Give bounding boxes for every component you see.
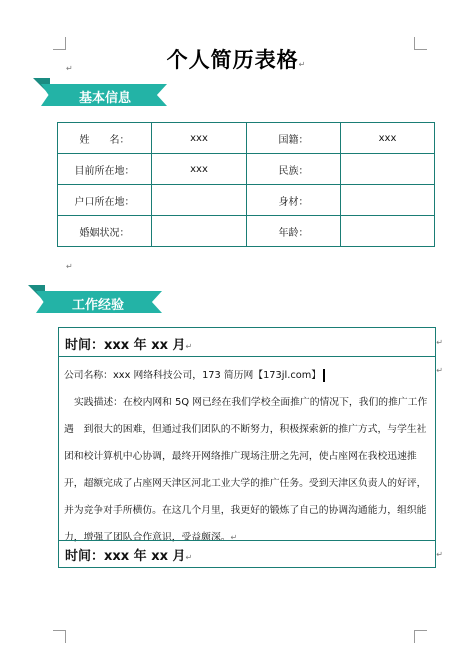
table-cell[interactable] — [152, 216, 247, 247]
paragraph-mark-icon: ↵ — [66, 262, 73, 271]
work-experience-block — [58, 327, 443, 568]
table-cell[interactable]: xxx — [152, 154, 247, 185]
cell-end-mark: ↵ — [436, 550, 443, 559]
table-cell[interactable]: 国籍： — [247, 123, 341, 154]
divider — [59, 540, 435, 541]
experience-body[interactable] — [64, 362, 432, 551]
corner-mark-bottom-left — [53, 630, 66, 643]
section-title-work[interactable]: 工作经验 — [72, 298, 125, 313]
experience-description[interactable]: 实践描述：在校内网和 5Q 网已经在我们学校全面推广的情况下，我们的推广工作遇 到很大的困难，但通过我们团队的不断努力，积极探索新的推广方式，与学生社团和校计算机中心协调，最终开网络推广现场注册之先河，使占座网在我校迅速推开，超额完成了占座网天津区河北工业大学的推广任务。受到天津区负责人的好评，并为竞争对手所横仿。在这几个月里，我更好的锻炼了自己的协调沟通能力，组织能力，增强了团队合作意识，受益颇深。↵ — [64, 397, 428, 543]
table-cell[interactable]: 户口所在地： — [58, 185, 152, 216]
section-title-basic[interactable]: 基本信息 — [79, 91, 132, 106]
table-row — [58, 185, 435, 216]
paragraph-mark-icon: ↵ — [298, 60, 307, 69]
table-cell[interactable] — [341, 185, 435, 216]
divider — [59, 356, 435, 357]
experience-time-heading[interactable]: 时间：xxx 年 xx 月↵ — [65, 549, 193, 564]
table-cell[interactable] — [341, 154, 435, 185]
table-row — [58, 123, 435, 154]
paragraph-mark-icon: ↵ — [230, 533, 238, 542]
table-cell[interactable]: 目前所在地： — [58, 154, 152, 185]
table-cell[interactable] — [152, 185, 247, 216]
paragraph-mark-icon: ↵ — [185, 553, 193, 562]
table-cell[interactable]: 身材： — [247, 185, 341, 216]
text-cursor — [323, 369, 325, 382]
table-cell[interactable]: xxx — [341, 123, 435, 154]
table-cell[interactable]: 婚姻状况： — [58, 216, 152, 247]
corner-mark-bottom-right — [414, 630, 427, 643]
cell-end-mark: ↵ — [436, 338, 443, 347]
table-cell[interactable]: 民族： — [247, 154, 341, 185]
company-line[interactable]: 公司名称：xxx 网络科技公司，173 简历网【173jl.com】 — [64, 362, 432, 389]
section-ribbon-basic — [33, 84, 167, 106]
table-cell[interactable] — [341, 216, 435, 247]
paragraph-mark-icon: ↵ — [66, 64, 73, 73]
table-cell[interactable]: 年龄： — [247, 216, 341, 247]
paragraph-mark-icon: ↵ — [185, 342, 193, 351]
basic-info-table — [57, 122, 435, 247]
section-ribbon-work — [28, 291, 162, 313]
table-cell[interactable]: 姓 名： — [58, 123, 152, 154]
table-cell[interactable]: xxx — [152, 123, 247, 154]
table-row — [58, 154, 435, 185]
cell-end-mark: ↵ — [436, 366, 443, 375]
experience-time-heading[interactable]: 时间：xxx 年 xx 月↵ — [65, 338, 193, 353]
table-row — [58, 216, 435, 247]
page-title[interactable]: 个人简历表格↵ — [166, 48, 307, 72]
